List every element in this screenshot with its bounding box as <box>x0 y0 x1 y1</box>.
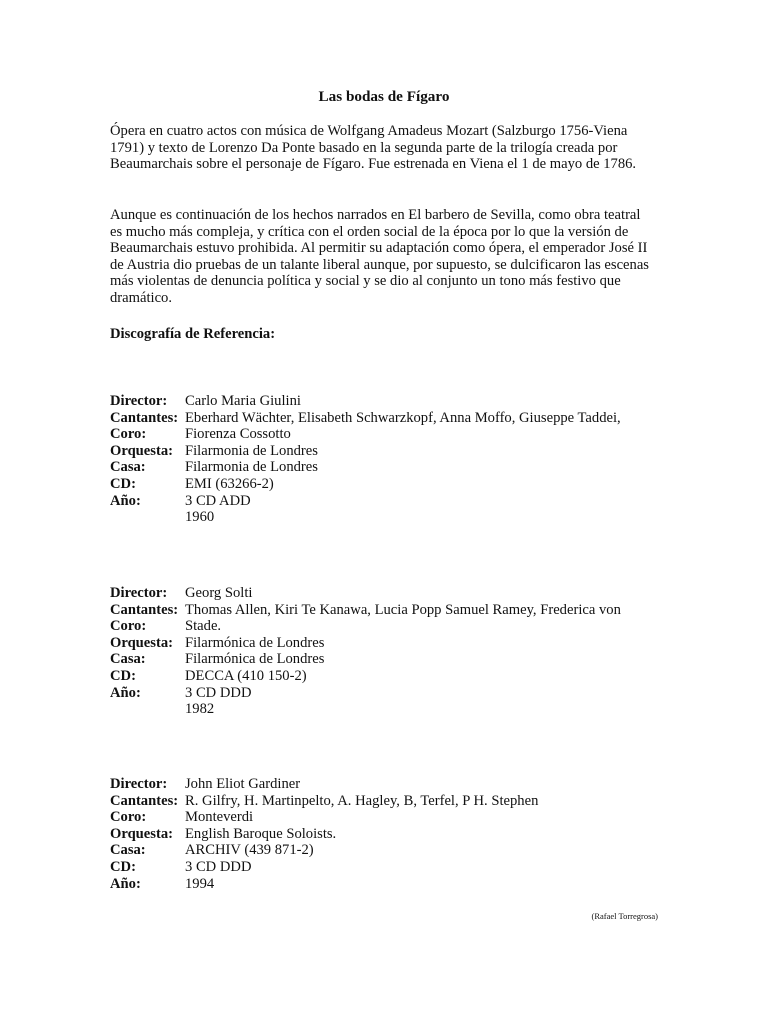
entry-row-cantantes <box>110 793 670 810</box>
entry-value: EMI (63266-2) <box>185 475 274 492</box>
entry-value: 3 CD DDD <box>185 858 252 875</box>
entry-row-ano <box>110 493 670 510</box>
entry-label: Orquesta: <box>110 634 173 651</box>
entry-label: Orquesta: <box>110 825 173 842</box>
entry-value: ARCHIV (439 871-2) <box>185 842 314 859</box>
entry-value: English Baroque Soloists. <box>185 825 337 842</box>
entry-row-coro <box>110 426 670 443</box>
entry-label: Director: <box>110 393 168 409</box>
entry-label: Coro: <box>110 426 147 443</box>
entry-value: Eberhard Wächter, Elisabeth Schwarzkopf, Anna Moffo, Giuseppe Taddei, <box>185 409 621 426</box>
entry-row-orquesta <box>110 826 670 843</box>
entry-value: 1960 <box>185 509 215 526</box>
entry-row-orquesta <box>110 443 670 460</box>
entry-value: Carlo Maria Giulini <box>185 393 301 409</box>
author-credit: (Rafael Torregrosa) <box>591 911 658 921</box>
entry-label: Casa: <box>110 459 146 476</box>
entry-row-year <box>110 701 670 718</box>
entry-value: Stade. <box>185 618 222 635</box>
entry-label: Coro: <box>110 618 147 635</box>
discography-entry-gardiner <box>110 776 670 892</box>
entry-value: Filarmónica de Londres <box>185 634 325 651</box>
entry-label: Director: <box>110 585 168 601</box>
entry-label: Casa: <box>110 842 146 859</box>
context-paragraph: Aunque es continuación de los hechos narrados en El barbero de Sevilla, como obra teatral es mucho más compleja, y crítica con el orden social de la época por lo que la versión de Beaumarchais estuvo prohibida. Al permitir su adaptación como ópera, el emperador José II de Austria dio pruebas de un talante liberal aunque, por supuesto, se dulcificaron las escenas más violentas de denuncia política y social y se dio al conjunto un tono más festivo que dramático. <box>110 207 649 306</box>
intro-paragraph: Ópera en cuatro actos con música de Wolfgang Amadeus Mozart (Salzburgo 1756-Viena 1791) y texto de Lorenzo Da Ponte basado en la segunda parte de la trilogía creada por Beaumarchais sobre el personaje de Fígaro. Fue estrenada en Viena el 1 de mayo de 1786. <box>110 123 637 173</box>
entry-label: Cantantes: <box>110 792 179 809</box>
entry-label: CD: <box>110 858 136 875</box>
discography-heading: Discografía de Referencia: <box>110 326 276 342</box>
entry-label: Año: <box>110 492 141 509</box>
entry-label: Orquesta: <box>110 442 173 459</box>
entry-label: CD: <box>110 475 136 492</box>
entry-row-director <box>110 393 670 410</box>
entry-row-orquesta <box>110 635 670 652</box>
entry-row-director <box>110 776 670 793</box>
entry-label: Año: <box>110 875 141 892</box>
entry-label: CD: <box>110 667 136 684</box>
entry-label: Director: <box>110 776 168 792</box>
document-title: Las bodas de Fígaro <box>318 88 450 105</box>
entry-row-cantantes <box>110 410 670 427</box>
entry-row-coro <box>110 618 670 635</box>
entry-row-cd <box>110 476 670 493</box>
entry-value: Georg Solti <box>185 585 253 601</box>
entry-value: Thomas Allen, Kiri Te Kanawa, Lucia Popp Samuel Ramey, Frederica von <box>185 601 621 618</box>
entry-value: 3 CD ADD <box>185 492 251 509</box>
entry-row-casa <box>110 459 670 476</box>
entry-row-ano <box>110 876 670 893</box>
entry-label: Coro: <box>110 809 147 826</box>
entry-label: Casa: <box>110 651 146 668</box>
entry-value: 1994 <box>185 875 215 892</box>
entry-row-cd <box>110 859 670 876</box>
entry-value: Monteverdi <box>185 809 254 826</box>
entry-row-casa <box>110 651 670 668</box>
entry-row-year <box>110 509 670 526</box>
entry-value: Filarmónica de Londres <box>185 651 325 668</box>
entry-value: Filarmonia de Londres <box>185 442 318 459</box>
entry-row-casa <box>110 842 670 859</box>
entry-row-cd <box>110 668 670 685</box>
entry-value: DECCA (410 150-2) <box>185 667 307 684</box>
entry-value: R. Gilfry, H. Martinpelto, A. Hagley, B, Terfel, P H. Stephen <box>185 792 539 809</box>
entry-row-director <box>110 585 670 602</box>
entry-value: 3 CD DDD <box>185 684 252 701</box>
entry-label: Cantantes: <box>110 601 179 618</box>
entry-label: Año: <box>110 684 141 701</box>
entry-value: 1982 <box>185 701 215 718</box>
entry-value: Fiorenza Cossotto <box>185 426 291 443</box>
entry-value: Filarmonia de Londres <box>185 459 318 476</box>
discography-entry-giulini <box>110 393 670 526</box>
entry-row-ano <box>110 685 670 702</box>
entry-row-coro <box>110 809 670 826</box>
entry-row-cantantes <box>110 602 670 619</box>
discography-entry-solti <box>110 585 670 718</box>
entry-label: Cantantes: <box>110 409 179 426</box>
entry-value: John Eliot Gardiner <box>185 776 301 792</box>
